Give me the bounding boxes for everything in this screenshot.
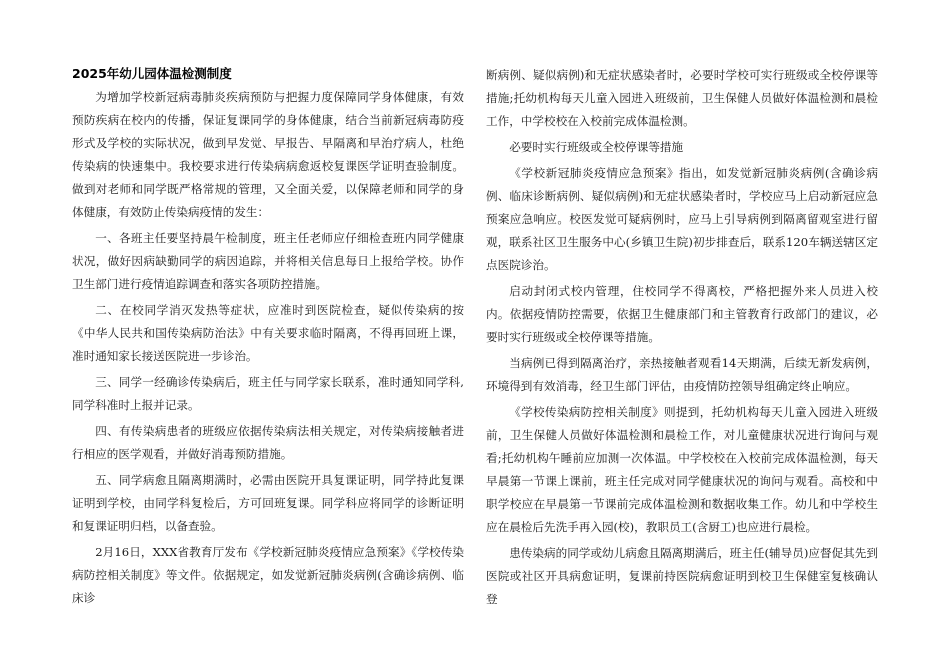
- paragraph: 《学校新冠肺炎疫情应急预案》指出，如发觉新冠肺炎病例(含确诊病例、临床诊断病例、疑似病例)和无症状感染者时，学校应马上启动新冠应急预案应急响应。校医发觉可疑病例时，应马上引导病例到隔离留观室进行留观，联系社区卫生服务中心(乡镇卫生院)初步排查后，联系120车辆送辖区定点医院诊治。: [486, 166, 878, 272]
- right-column: [486, 64, 878, 614]
- paragraph: 二、在校同学消灭发热等症状，应准时到医院检查，疑似传染病的按《中华人民共和国传染病防治法》中有关要求临时隔离，不得再回班上课，准时通知家长接送医院进一步诊治。: [72, 303, 464, 363]
- paragraph: 必要时实行班级或全校停课等措施: [509, 140, 684, 154]
- paragraph: 《学校传染病防控相关制度》则提到，托幼机构每天儿童入园进入班级前，卫生保健人员做好体温检测和晨检工作，对儿童健康状况进行询问与观看;托幼机构午睡前应加测一次体温。中学校校在入校前完成体温检测，每天早晨第一节课上课前，班主任完成对同学健康状况的询问与观看。高校和中职学校应在早晨第一节课前完成体温检测和数据收集工作。幼儿和中学校生应在晨检后先洗手再入园(校)，教职员工(含厨工)也应进行晨检。: [486, 405, 878, 534]
- paragraph: 患传染病的同学或幼儿病愈且隔离期满后，班主任(辅导员)应督促其先到医院或社区开具病愈证明，复课前持医院病愈证明到校卫生保健室复核确认登: [486, 546, 878, 606]
- paragraph: 当病例已得到隔离治疗，亲热接触者观看14天期满，后续无新发病例，环境得到有效消毒，经卫生部门评估，由疫情防控领导组确定终止响应。: [486, 356, 878, 393]
- paragraph: 为增加学校新冠病毒肺炎疾病预防与把握力度保障同学身体健康，有效预防疾病在校内的传播，保证复课同学的身体健康，结合当前新冠病毒防疫形式及学校的实际状况，做到早发觉、早报告、早隔离和早治疗病人，杜绝传染病的快速集中。我校要求进行传染病病愈返校复课医学证明查验制度。做到对老师和同学既严格常规的管理，又全面关爱，以保障老师和同学的身体健康，有效防止传染病疫情的发生：: [72, 90, 464, 219]
- paragraph: 五、同学病愈且隔离期满时，必需由医院开具复课证明，同学持此复课证明到学校，由同学科复检后，方可回班复课。同学科应将同学的诊断证明和复课证明归档，以备查验。: [72, 473, 464, 533]
- paragraph: 一、各班主任要坚持晨午检制度，班主任老师应仔细检查班内同学健康状况，做好因病缺勤同学的病因追踪，并将相关信息每日上报给学校。协作卫生部门进行疫情追踪调查和落实各项防控措施。: [72, 231, 464, 291]
- paragraph: 启动封闭式校内管理，住校同学不得离校，严格把握外来人员进入校内。依据疫情防控需要，依据卫生健康部门和主管教育行政部门的建议，必要时实行班级或全校停课等措施。: [486, 284, 878, 344]
- document-title: 2025年幼儿园体温检测制度: [72, 66, 232, 81]
- paragraph: 三、同学一经确诊传染病后，班主任与同学家长联系，准时通知同学科,同学科准时上报并记录。: [72, 375, 464, 412]
- left-column: [72, 64, 464, 613]
- paragraph: 四、有传染病患者的班级应依据传染病法相关规定，对传染病接触者进行相应的医学观看，并做好消毒预防措施。: [72, 424, 464, 461]
- paragraph: 2月16日，XXX省教育厅发布《学校新冠肺炎疫情应急预案》《学校传染病防控相关制度》等文件。依据规定，如发觉新冠肺炎病例(含确诊病例、临床诊: [72, 545, 464, 605]
- paragraph-continuation: 断病例、疑似病例)和无症状感染者时，必要时学校可实行班级或全校停课等措施;托幼机构每天儿童入园进入班级前，卫生保健人员做好体温检测和晨检工作，中学校校在入校前完成体温检测。: [486, 68, 878, 128]
